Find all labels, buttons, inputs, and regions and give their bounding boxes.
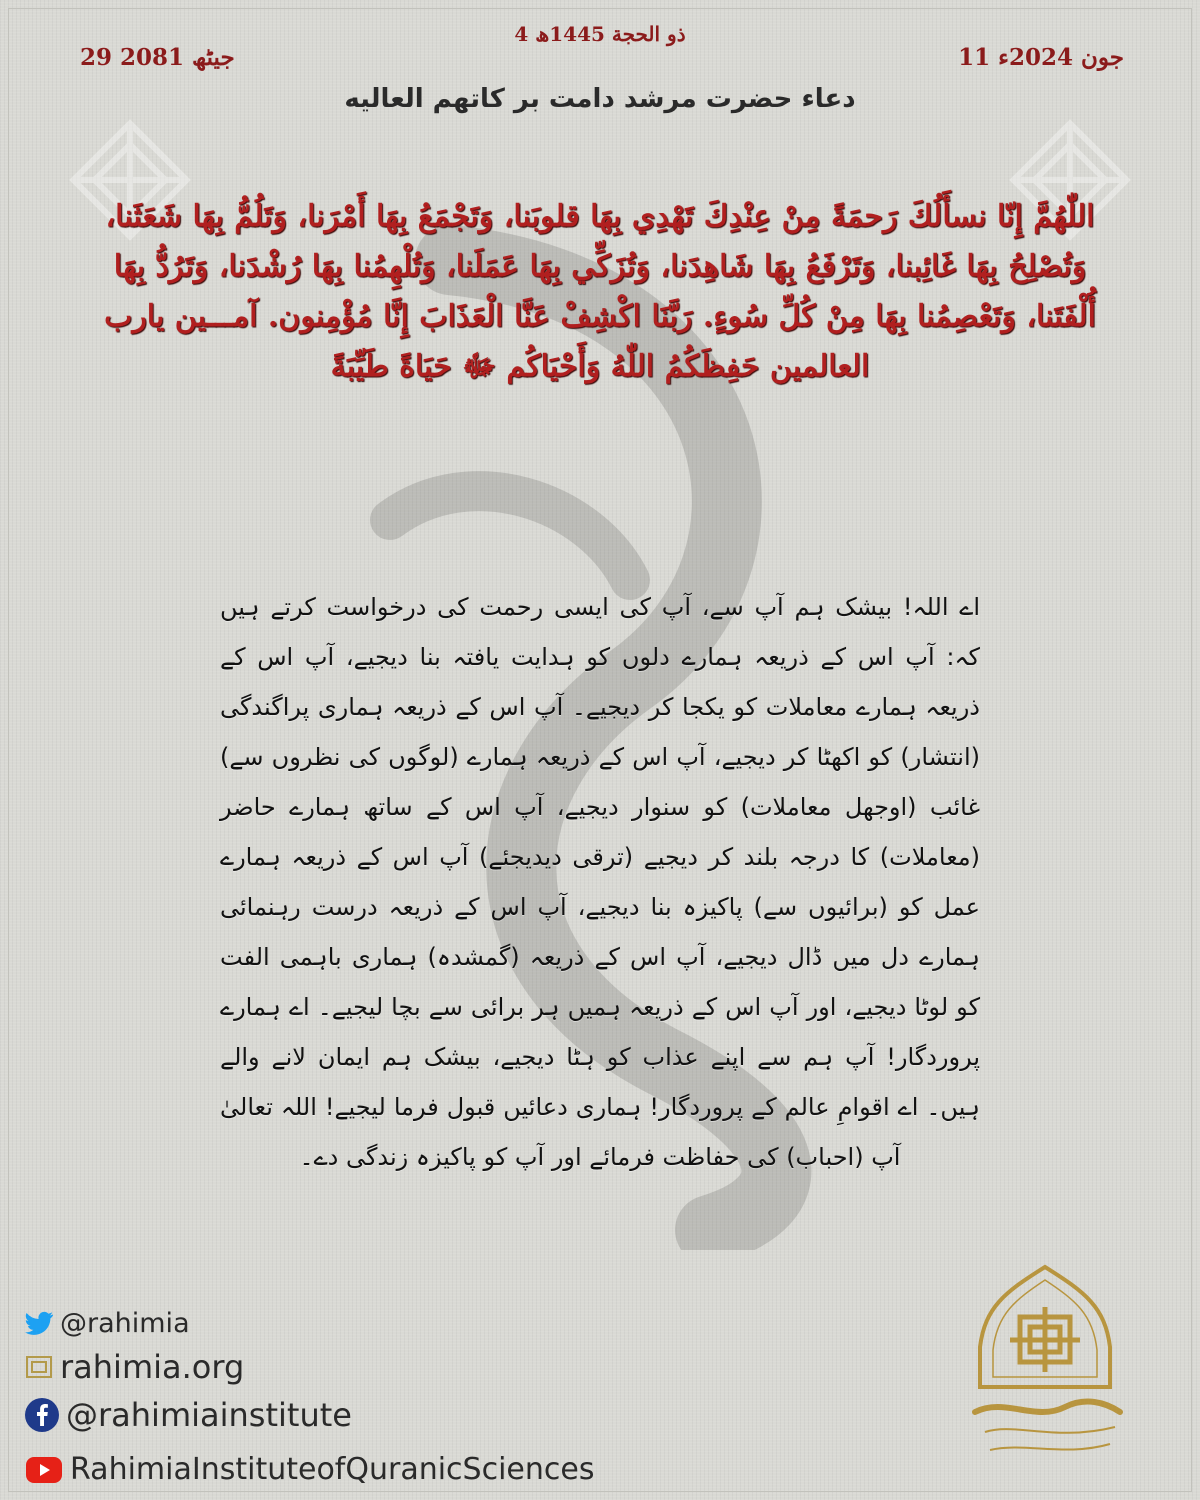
dua-arabic-text: اللّٰهُمَّ إِنّا نسأَلُكَ رَحمَةً مِنْ عِنْدِكَ تَهْدِي بِهَا قلوبَنا، وَتَجْمَعُ بِهَا أَمْرَنا، وَتَلُمُّ بِهَا شَعَثَنا، وَتُصْلِحُ بِهَا غَائِبنا، وَتَرْفَعُ بِهَا شَاهِدَنا، وَتُزَكِّي بِهَا عَمَلَنا، وَتُلْهِمُنا بِهَا رُشْدَنا، وَتَرُدُّ بِهَا أُلْفَتَنا، وَتَعْصِمُنا بِهَا مِنْ كُلِّ سُوءٍ. رَبَّنَا اكْشِفْ عَنَّا الْعَذَابَ إِنَّا مُؤْمِنون. آمـــين يارب العالمين حَفِظَكُمُ اللّٰهُ وَأَحْيَاكُم ﷻ حَيَاةً طَيِّبَةً (104, 199, 1096, 384)
youtube-icon (24, 1455, 64, 1485)
social-label: @rahimiainstitute (66, 1396, 352, 1434)
social-youtube[interactable] (24, 1452, 594, 1487)
social-label: rahimia.org (60, 1348, 245, 1386)
facebook-icon (24, 1397, 60, 1433)
gregorian-date: 11 جون 2024ء (958, 44, 1124, 71)
page-title: دعاء حضرت مرشد دامت بر کاتھم العالیه (344, 84, 856, 114)
hijri-date: 4 ذو الحجة 1445ھ (514, 22, 686, 46)
social-label: RahimiaInstituteofQuranicSciences (70, 1452, 595, 1487)
social-label: @rahimia (60, 1308, 190, 1339)
website-icon (24, 1352, 54, 1382)
twitter-icon (24, 1309, 54, 1339)
social-facebook[interactable] (24, 1396, 352, 1434)
social-twitter[interactable] (24, 1308, 190, 1339)
rahimia-logo (945, 1262, 1145, 1462)
social-website[interactable] (24, 1348, 244, 1386)
bikrami-date: 29 جیٹھ 2081 (80, 44, 235, 71)
urdu-translation-text: اے اللہ! بیشک ہم آپ سے، آپ کی ایسی رحمت کی درخواست کرتے ہیں کہ: آپ اس کے ذریعہ ہمارے دلوں کو ہدایت یافتہ بنا دیجیے، آپ اس کے ذریعہ ہمارے معاملات کو یکجا کر دیجیے۔ آپ اس کے ذریعہ ہماری پراگندگی (انتشار) کو اکھٹا کر دیجیے، آپ اس کے ذریعہ ہمارے (لوگوں کی نظروں سے) غائب (اوجھل معاملات) کو سنوار دیجیے، آپ اس کے ساتھ ہمارے حاضر (معاملات) کا درجہ بلند کر دیجیے (ترقی دیدیجئے) آپ اس کے ذریعہ ہمارے عمل کو (برائیوں سے) پاکیزہ بنا دیجیے، آپ اس کے ذریعہ درست رہنمائی ہمارے دل میں ڈال دیجیے، آپ اس کے ذریعہ (گمشدہ) ہماری باہمی الفت کو لوٹا دیجیے، اور آپ اس کے ذریعہ ہمیں ہر برائی سے بچا لیجیے۔ اے ہمارے پروردگار! آپ ہم سے اپنے عذاب کو ہٹا دیجیے، بیشک ہم ایمان لانے والے ہیں۔ اے اقوامِ عالم کے پروردگار! ہماری دعائیں قبول فرما لیجیے! اللہ تعالیٰ آپ (احباب) کی حفاظت فرمائے اور آپ کو پاکیزہ زندگی دے۔ (220, 593, 980, 1171)
